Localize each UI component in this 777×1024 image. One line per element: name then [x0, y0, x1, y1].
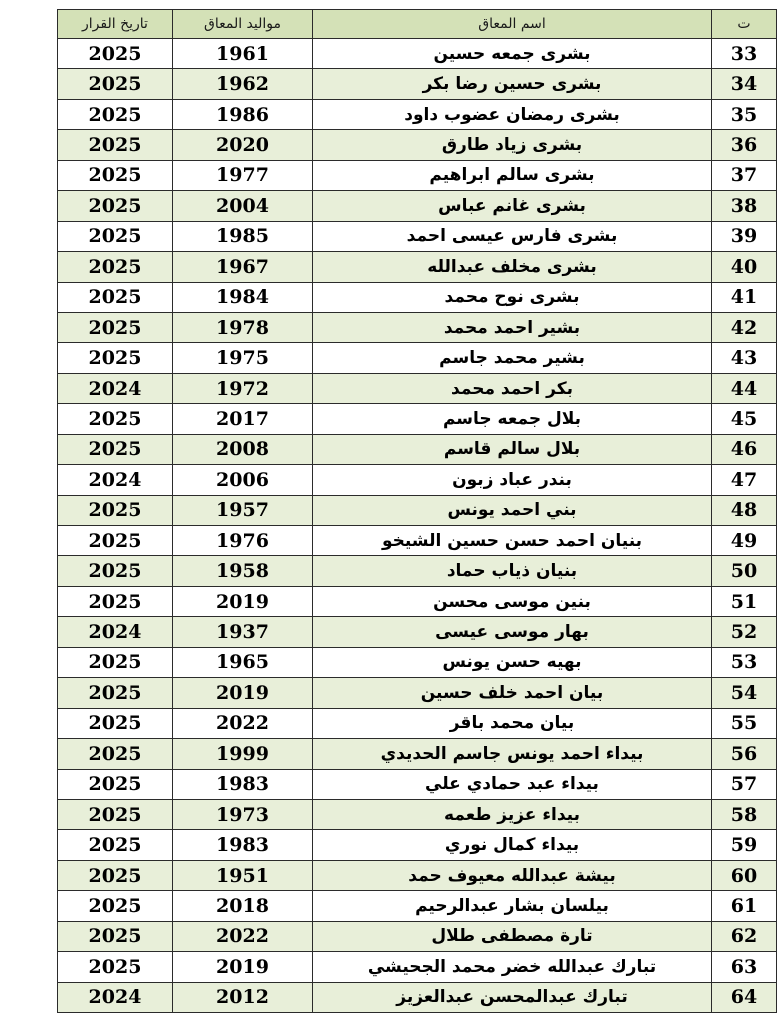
name-cell: بهيه حسن يونس — [313, 647, 712, 677]
decision-date-cell: 2025 — [58, 221, 173, 251]
number-cell: 33 — [712, 39, 777, 69]
number-cell: 52 — [712, 617, 777, 647]
table-row — [58, 799, 777, 829]
table-row — [58, 404, 777, 434]
name-cell: بلال جمعه جاسم — [313, 404, 712, 434]
birth-year-cell: 2022 — [173, 708, 313, 738]
name-cell: بنيان احمد حسن حسين الشيخو — [313, 526, 712, 556]
number-cell: 53 — [712, 647, 777, 677]
table-row — [58, 891, 777, 921]
name-cell: بشرى جمعه حسين — [313, 39, 712, 69]
table-body — [58, 39, 777, 1013]
number-cell: 51 — [712, 586, 777, 616]
name-cell: تبارك عبدالمحسن عبدالعزيز — [313, 982, 712, 1012]
number-cell: 56 — [712, 739, 777, 769]
name-cell: بشرى مخلف عبدالله — [313, 252, 712, 282]
table-row — [58, 647, 777, 677]
decision-date-cell: 2025 — [58, 130, 173, 160]
table-row — [58, 952, 777, 982]
birth-year-cell: 1973 — [173, 799, 313, 829]
birth-year-cell: 2004 — [173, 191, 313, 221]
name-cell: بيداء كمال نوري — [313, 830, 712, 860]
number-cell: 63 — [712, 952, 777, 982]
name-cell: بشرى زياد طارق — [313, 130, 712, 160]
name-cell: بيداء عبد حمادي علي — [313, 769, 712, 799]
table-row — [58, 739, 777, 769]
number-cell: 38 — [712, 191, 777, 221]
birth-year-cell: 1983 — [173, 830, 313, 860]
decision-date-cell: 2025 — [58, 99, 173, 129]
birth-year-cell: 1937 — [173, 617, 313, 647]
name-cell: بهار موسى عيسى — [313, 617, 712, 647]
birth-year-cell: 2022 — [173, 921, 313, 951]
birth-year-cell: 2017 — [173, 404, 313, 434]
decision-date-cell: 2025 — [58, 921, 173, 951]
name-cell: بشرى سالم ابراهيم — [313, 160, 712, 190]
name-cell: تبارك عبدالله خضر محمد الجحيشي — [313, 952, 712, 982]
decision-date-cell: 2025 — [58, 343, 173, 373]
table-row — [58, 343, 777, 373]
birth-year-cell: 1957 — [173, 495, 313, 525]
header-row — [58, 10, 777, 39]
table-row — [58, 526, 777, 556]
name-cell: بلال سالم قاسم — [313, 434, 712, 464]
header-decision-date: تاريخ القرار — [58, 10, 173, 39]
name-cell: بشرى رمضان عضوب داود — [313, 99, 712, 129]
number-cell: 36 — [712, 130, 777, 160]
number-cell: 61 — [712, 891, 777, 921]
number-cell: 44 — [712, 373, 777, 403]
number-cell: 39 — [712, 221, 777, 251]
number-cell: 59 — [712, 830, 777, 860]
decision-date-cell: 2025 — [58, 69, 173, 99]
name-cell: بيشة عبدالله معيوف حمد — [313, 860, 712, 890]
birth-year-cell: 1983 — [173, 769, 313, 799]
number-cell: 62 — [712, 921, 777, 951]
number-cell: 49 — [712, 526, 777, 556]
decision-date-cell: 2025 — [58, 282, 173, 312]
birth-year-cell: 2019 — [173, 952, 313, 982]
table-row — [58, 617, 777, 647]
number-cell: 55 — [712, 708, 777, 738]
decision-date-cell: 2025 — [58, 678, 173, 708]
number-cell: 37 — [712, 160, 777, 190]
decision-date-cell: 2025 — [58, 739, 173, 769]
table-row — [58, 860, 777, 890]
name-cell: بندر عباد زبون — [313, 465, 712, 495]
birth-year-cell: 1961 — [173, 39, 313, 69]
header-name: اسم المعاق — [313, 10, 712, 39]
decision-date-cell: 2025 — [58, 647, 173, 677]
name-cell: بنيان ذياب حماد — [313, 556, 712, 586]
birth-year-cell: 1977 — [173, 160, 313, 190]
name-cell: بيداء عزيز طعمه — [313, 799, 712, 829]
birth-year-cell: 1985 — [173, 221, 313, 251]
decision-date-cell: 2025 — [58, 191, 173, 221]
birth-year-cell: 2020 — [173, 130, 313, 160]
name-cell: بشير محمد جاسم — [313, 343, 712, 373]
birth-year-cell: 1975 — [173, 343, 313, 373]
birth-year-cell: 2019 — [173, 678, 313, 708]
decision-date-cell: 2025 — [58, 830, 173, 860]
name-cell: بشير احمد محمد — [313, 312, 712, 342]
number-cell: 58 — [712, 799, 777, 829]
birth-year-cell: 2008 — [173, 434, 313, 464]
decision-date-cell: 2025 — [58, 586, 173, 616]
header-birth-year: مواليد المعاق — [173, 10, 313, 39]
table-row — [58, 39, 777, 69]
table-row — [58, 312, 777, 342]
name-cell: بني احمد يونس — [313, 495, 712, 525]
birth-year-cell: 2006 — [173, 465, 313, 495]
table-row — [58, 708, 777, 738]
name-cell: بشرى غانم عباس — [313, 191, 712, 221]
birth-year-cell: 1965 — [173, 647, 313, 677]
table-row — [58, 191, 777, 221]
number-cell: 64 — [712, 982, 777, 1012]
table-row — [58, 495, 777, 525]
birth-year-cell: 2018 — [173, 891, 313, 921]
number-cell: 41 — [712, 282, 777, 312]
decision-date-cell: 2025 — [58, 769, 173, 799]
name-cell: بيان محمد باقر — [313, 708, 712, 738]
birth-year-cell: 1999 — [173, 739, 313, 769]
decision-date-cell: 2025 — [58, 434, 173, 464]
decision-date-cell: 2025 — [58, 891, 173, 921]
table-row — [58, 921, 777, 951]
number-cell: 47 — [712, 465, 777, 495]
table-row — [58, 130, 777, 160]
birth-year-cell: 2012 — [173, 982, 313, 1012]
birth-year-cell: 1962 — [173, 69, 313, 99]
name-cell: بيلسان بشار عبدالرحيم — [313, 891, 712, 921]
decision-date-cell: 2025 — [58, 39, 173, 69]
number-cell: 35 — [712, 99, 777, 129]
decision-date-cell: 2024 — [58, 465, 173, 495]
birth-year-cell: 1967 — [173, 252, 313, 282]
decision-date-cell: 2025 — [58, 495, 173, 525]
table-row — [58, 282, 777, 312]
table-row — [58, 830, 777, 860]
birth-year-cell: 1984 — [173, 282, 313, 312]
birth-year-cell: 1951 — [173, 860, 313, 890]
table-row — [58, 221, 777, 251]
decision-date-cell: 2025 — [58, 556, 173, 586]
number-cell: 40 — [712, 252, 777, 282]
table-row — [58, 769, 777, 799]
header-number: ت — [712, 10, 777, 39]
number-cell: 43 — [712, 343, 777, 373]
number-cell: 34 — [712, 69, 777, 99]
table-row — [58, 434, 777, 464]
number-cell: 50 — [712, 556, 777, 586]
table-row — [58, 252, 777, 282]
name-cell: تارة مصطفى طلال — [313, 921, 712, 951]
name-cell: بشرى نوح محمد — [313, 282, 712, 312]
decision-date-cell: 2024 — [58, 617, 173, 647]
decision-date-cell: 2025 — [58, 860, 173, 890]
birth-year-cell: 1978 — [173, 312, 313, 342]
decision-date-cell: 2025 — [58, 708, 173, 738]
number-cell: 60 — [712, 860, 777, 890]
table-row — [58, 160, 777, 190]
number-cell: 42 — [712, 312, 777, 342]
birth-year-cell: 1986 — [173, 99, 313, 129]
decision-date-cell: 2025 — [58, 952, 173, 982]
birth-year-cell: 1972 — [173, 373, 313, 403]
decision-date-cell: 2025 — [58, 526, 173, 556]
table-row — [58, 465, 777, 495]
birth-year-cell: 1976 — [173, 526, 313, 556]
table-row — [58, 556, 777, 586]
decision-date-cell: 2025 — [58, 160, 173, 190]
table-row — [58, 982, 777, 1012]
birth-year-cell: 2019 — [173, 586, 313, 616]
number-cell: 57 — [712, 769, 777, 799]
table-row — [58, 69, 777, 99]
name-cell: بكر احمد محمد — [313, 373, 712, 403]
decision-date-cell: 2024 — [58, 982, 173, 1012]
name-cell: بيان احمد خلف حسين — [313, 678, 712, 708]
name-cell: بشرى فارس عيسى احمد — [313, 221, 712, 251]
name-cell: بشرى حسين رضا بكر — [313, 69, 712, 99]
disability-register-table — [57, 9, 777, 1013]
table-row — [58, 373, 777, 403]
decision-date-cell: 2025 — [58, 252, 173, 282]
table-row — [58, 99, 777, 129]
number-cell: 46 — [712, 434, 777, 464]
decision-date-cell: 2025 — [58, 312, 173, 342]
name-cell: بيداء احمد يونس جاسم الحديدي — [313, 739, 712, 769]
table-row — [58, 586, 777, 616]
number-cell: 48 — [712, 495, 777, 525]
number-cell: 54 — [712, 678, 777, 708]
birth-year-cell: 1958 — [173, 556, 313, 586]
decision-date-cell: 2025 — [58, 799, 173, 829]
decision-date-cell: 2024 — [58, 373, 173, 403]
table-row — [58, 678, 777, 708]
decision-date-cell: 2025 — [58, 404, 173, 434]
number-cell: 45 — [712, 404, 777, 434]
name-cell: بنين موسى محسن — [313, 586, 712, 616]
